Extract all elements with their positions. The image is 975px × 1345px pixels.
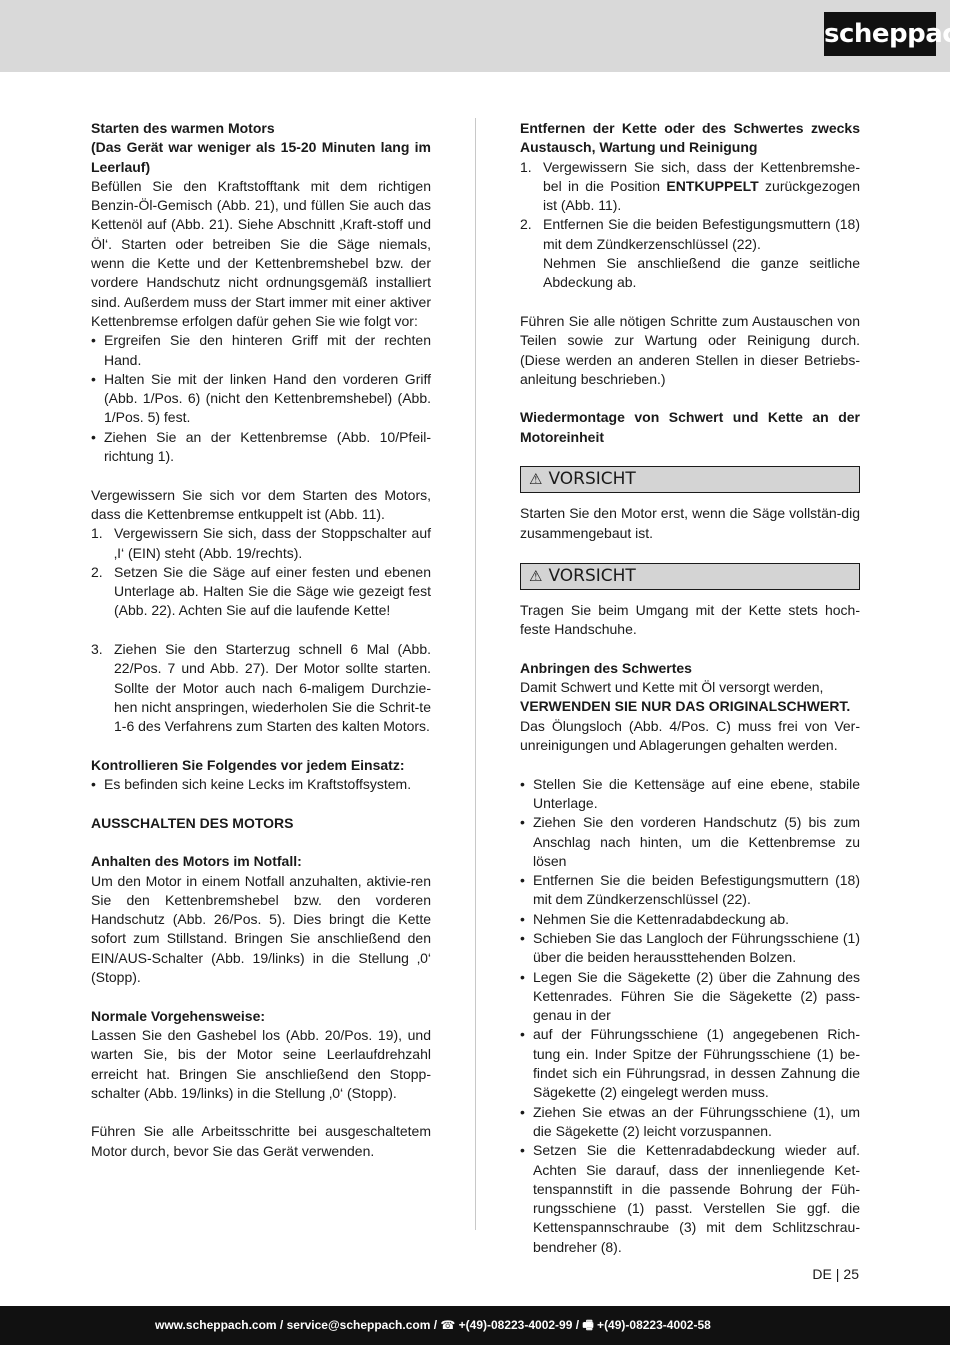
- list-item: • Halten Sie mit der linken Hand den vorderen Griff (Abb. 1/Pos. 6) (nicht den Kettenbremshebel) (Abb. 1/Pos. 5) fest.: [91, 370, 431, 428]
- emergency-stop-title: Anhalten des Motors im Notfall:: [91, 853, 302, 870]
- attach-original-bar-note: VERWENDEN SIE NUR DAS ORIGINALSCHWERT.: [520, 698, 851, 715]
- control-bullets: [91, 775, 431, 794]
- warm-start-paragraph: Befüllen Sie den Kraftstofftank mit dem richtigen Benzin-Öl-Gemisch (Abb. 21), und füllen Sie auch das Kettenöl auf (Abb. 21). Siehe Abschnitt ‚Kraft-stoff und Öl‘. Starten oder betreiben Sie die Säge niemals, wenn die Kette und der Kettenbremshebel bzw. der vordere Handschutz nicht ordnungsgemäß installiert sind. Außerdem muss der Start immer mit einer aktiver Kettenbremse erfolgen dafür gehen Sie wie folgt vor:: [91, 177, 431, 329]
- list-item: • Stellen Sie die Kettensäge auf eine ebene, stabile Unterlage.: [520, 775, 860, 814]
- list-item: • Ziehen Sie den vorderen Handschutz (5) bis zum Anschlag nach hinten, um die Kettenbremse zu lösen: [520, 813, 860, 871]
- warm-start-title: Starten des warmen Motors: [91, 120, 275, 136]
- caution-text: Starten Sie den Motor erst, wenn die Säge vollstän-dig zusammengebaut ist.: [520, 505, 860, 541]
- list-item: 2. Entfernen Sie die beiden Befestigungsmuttern (18) mit dem Zündkerzenschlüssel (22). Nehmen Sie anschließend die ganze seitliche Abdeckung ab.: [520, 216, 860, 291]
- remove-chain-title: Entfernen der Kette oder des Schwertes zwecks Austausch, Wartung und Reinigung: [520, 120, 860, 156]
- engine-off-title: AUSSCHALTEN DES MOTORS: [91, 814, 294, 831]
- warm-start-bullets: [91, 331, 431, 466]
- list-item: • Legen Sie die Sägekette (2) über die Zahnung des Kettenrades. Führen Sie die Sägekette (2) pass-genau in der: [520, 968, 860, 1026]
- caution-text: Tragen Sie beim Umgang mit der Kette stets hoch-feste Handschuhe.: [520, 601, 860, 638]
- final-paragraph: Führen Sie alle Arbeitsschritte bei ausgeschaltetem Motor durch, bevor Sie das Gerät verwenden.: [91, 1123, 431, 1159]
- attach-bullets: [520, 775, 860, 1257]
- list-item: • auf der Führungsschiene (1) angegebenen Rich-tung ein. Inder Spitze der Führungsschiene (1) be-findet sich ein Führungsrad, in dessen Zahnung die Sägekette (2) eingelegt werden muss.: [520, 1025, 860, 1102]
- list-item: • Schieben Sie das Langloch der Führungsschiene (1) über die beiden heraussttehenden Bolzen.: [520, 929, 860, 968]
- list-item: • Entfernen Sie die beiden Befestigungsmuttern (18) mit dem Zündkerzenschlüssel (22).: [520, 871, 860, 910]
- warm-start-subtitle: (Das Gerät war weniger als 15-20 Minuten lang im Leerlauf): [91, 139, 431, 175]
- normal-procedure-title: Normale Vorgehensweise:: [91, 1007, 266, 1024]
- warning-triangle-icon: ⚠: [529, 566, 543, 585]
- start-step-3: [91, 640, 431, 736]
- list-item: 2. Setzen Sie die Säge auf einer festen und ebenen Unterlage ab. Halten Sie die Säge wie gezeigt fest (Abb. 22). Achten Sie auf die laufende Kette!: [91, 563, 431, 619]
- remove-steps: [520, 158, 860, 293]
- control-title: Kontrollieren Sie Folgendes vor jedem Einsatz:: [91, 756, 405, 773]
- list-item: • Nehmen Sie die Kettenradabdeckung ab.: [520, 910, 860, 929]
- list-item: • Es befinden sich keine Lecks im Kraftstoffsystem.: [91, 775, 431, 794]
- footer-contact: www.scheppach.com / service@scheppach.com / ☎ +(49)-08223-4002-99 / 🖷 +(49)-08223-4002-58: [155, 1318, 711, 1332]
- left-column: [91, 119, 431, 1161]
- scheppach-logo: scheppach: [824, 12, 936, 56]
- attach-bar-title: Anbringen des Schwertes: [520, 659, 692, 676]
- caution-box: ⚠ VORSICHT: [520, 466, 860, 493]
- attach-paragraph-2: Das Ölungsloch (Abb. 4/Pos. C) muss frei von Ver-unreinigungen und Ablagerungen gehalten werden.: [520, 717, 860, 754]
- start-steps: [91, 524, 431, 620]
- page-number: DE | 25: [812, 1266, 859, 1282]
- column-divider: [475, 118, 476, 1230]
- caution-box: ⚠ VORSICHT: [520, 563, 860, 590]
- list-item: 3. Ziehen Sie den Starterzug schnell 6 Mal (Abb. 22/Pos. 7 und Abb. 27). Der Motor sollte starten. Sollte der Motor auch nach 6-maligem Durchzie-hen nicht anspringen, wiederholen Sie die Schrit-te 1-6 des Verfahrens zum Starten des kalten Motors.: [91, 641, 431, 735]
- list-item: 1. Vergewissern Sie sich, dass der Stoppschalter auf ‚I‘ (EIN) steht (Abb. 19/rechts).: [91, 525, 431, 561]
- remount-title: Wiedermontage von Schwert und Kette an der Motoreinheit: [520, 409, 860, 445]
- list-item: • Setzen Sie die Kettenradabdeckung wieder auf. Achten Sie darauf, dass der innenliegende Ket-tenspannstift in die passende Bohrung der Füh-rungsschiene (1) passt. Verstellen Sie ggf. die Kettenspannschraube (3) mit dem Schlitzschrau-bendreher (8).: [520, 1141, 860, 1257]
- replace-paragraph: Führen Sie alle nötigen Schritte zum Austauschen von Teilen sowie zur Wartung oder Reinigung durch. (Diese werden an anderen Stellen in dieser Betriebs-anleitung beschrieben.): [520, 312, 860, 387]
- page-header: [0, 0, 950, 72]
- list-item: • Ergreifen Sie den hinteren Griff mit der rechten Hand.: [91, 331, 431, 370]
- list-item: • Ziehen Sie an der Kettenbremse (Abb. 10/Pfeil-richtung 1).: [91, 428, 431, 467]
- attach-paragraph-1: Damit Schwert und Kette mit Öl versorgt werden,: [520, 679, 824, 696]
- list-item: 1. Vergewissern Sie sich, dass der Kettenbremshe-bel in die Position ENTKUPPELT zurückgezogen ist (Abb. 11).: [520, 158, 860, 214]
- brake-check-paragraph: Vergewissern Sie sich vor dem Starten des Motors, dass die Kettenbremse entkuppelt ist (Abb. 11).: [91, 486, 431, 522]
- list-item: • Ziehen Sie etwas an der Führungsschiene (1), um die Sägekette (2) leicht vorzuspannen.: [520, 1103, 860, 1142]
- normal-procedure-paragraph: Lassen Sie den Gashebel los (Abb. 20/Pos. 19), und warten Sie, bis der Motor seine Leerlaufdrehzahl erreicht hat. Bringen Sie anschließend den Stopp-schalter (Abb. 19/links) in die Stellung ‚0‘ (Stopp).: [91, 1026, 431, 1101]
- emergency-stop-paragraph: Um den Motor in einem Notfall anzuhalten, aktivie-ren Sie den Kettenbremshebel bzw. den vorderen Handschutz (Abb. 26/Pos. 5). Dies bringt die Kette sofort zum Stillstand. Bringen Sie anschließend den EIN/AUS-Schalter (Abb. 19/links) in die Stellung ‚0‘ (Stopp).: [91, 872, 431, 986]
- warning-triangle-icon: ⚠: [529, 470, 543, 489]
- right-column: [520, 119, 860, 1257]
